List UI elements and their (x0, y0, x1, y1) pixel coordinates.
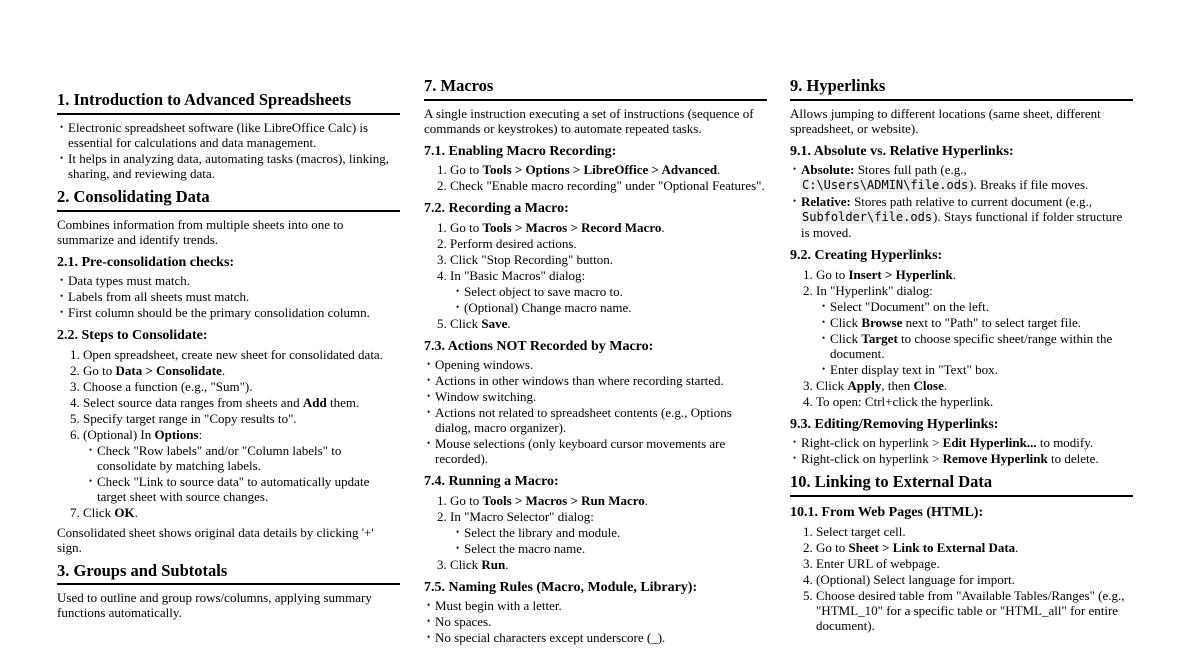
text-run: Opening windows. (435, 357, 534, 373)
text-run: Click (450, 556, 482, 572)
list-item (450, 220, 767, 235)
text-run: ). Breaks if file moves. (969, 177, 1089, 193)
subsection-heading: 10.1. From Web Pages (HTML): (790, 505, 984, 521)
list-item (450, 268, 767, 315)
subsection-heading: 7.5. Naming Rules (Macro, Module, Library): (424, 579, 698, 595)
numbered-list (424, 162, 767, 193)
paragraph (57, 525, 400, 555)
text-run: Allows jumping to different locations (same sheet, different spreadsheet, or website). (790, 105, 1101, 136)
text-run: No special characters except underscore (_). (435, 630, 666, 646)
list-item (435, 598, 767, 613)
text-run: . (505, 556, 509, 572)
text-run: It helps in analyzing data, automating tasks (macros), linking, sharing, and reviewing data. (68, 150, 389, 181)
text-run: Select source data ranges from sheets and (83, 394, 303, 410)
subsection-heading: 7.2. Recording a Macro: (424, 201, 569, 217)
text-run: Select object to save macro to. (464, 283, 623, 299)
list-item (816, 572, 1133, 587)
bold-text: Close (913, 377, 944, 393)
list-item (801, 194, 1133, 240)
section-heading: 9. Hyperlinks (790, 76, 1133, 101)
text-run: Enter URL of webpage. (816, 555, 940, 571)
text-run: to delete. (1047, 451, 1099, 467)
list-item (450, 557, 767, 572)
sub-list-item (97, 443, 400, 473)
list-item (68, 305, 400, 320)
text-run: To open: Ctrl+click the hyperlink. (816, 393, 994, 409)
numbered-list (424, 493, 767, 572)
text-run: Right-click on hyperlink > (801, 451, 943, 467)
text-run: First column should be the primary consolidation column. (68, 305, 370, 321)
column-2 (424, 76, 767, 650)
text-run: Select "Document" on the left. (830, 298, 989, 314)
text-run: In "Basic Macros" dialog: (450, 267, 586, 283)
paragraph (57, 590, 400, 620)
text-run: Check "Link to source data" to automatically update target sheet with source changes. (97, 473, 370, 504)
paragraph (57, 217, 400, 247)
sub-list-item (830, 362, 1133, 377)
list-item (816, 588, 1133, 633)
sub-bullet-list (83, 443, 400, 504)
list-item (801, 435, 1133, 450)
list-item (801, 451, 1133, 466)
list-item (816, 556, 1133, 571)
sub-list-item (97, 474, 400, 504)
list-item (816, 540, 1133, 555)
list-item (816, 378, 1133, 393)
bold-text: Data > Consolidate (115, 362, 222, 378)
subsection-heading: 9.1. Absolute vs. Relative Hyperlinks: (790, 143, 1014, 159)
list-item (68, 120, 400, 150)
sub-bullet-list (816, 299, 1133, 377)
bold-text: Apply (847, 377, 882, 393)
text-run: Click "Stop Recording" button. (450, 251, 613, 267)
list-item (816, 283, 1133, 377)
text-run: ). Stays functional if folder structure is moved. (801, 209, 1123, 241)
bullet-list (57, 120, 400, 181)
text-run: . (1015, 539, 1019, 555)
list-item (816, 394, 1133, 409)
bold-text: Run (481, 556, 506, 572)
column-1 (57, 90, 400, 625)
list-item (435, 614, 767, 629)
text-run: Right-click on hyperlink > (801, 435, 943, 451)
bullet-list (424, 357, 767, 466)
text-run: Click (830, 314, 862, 330)
list-item (801, 162, 1133, 193)
text-run: . (221, 362, 226, 378)
subsection-heading: 7.1. Enabling Macro Recording: (424, 143, 617, 159)
text-run: Electronic spreadsheet software (like LibreOffice Calc) is essential for calculations and data management. (68, 119, 369, 150)
text-run: Select target cell. (816, 523, 906, 539)
list-item (83, 395, 400, 410)
text-run: Check "Enable macro recording" under "Optional Features". (450, 178, 765, 194)
text-run: them. (326, 394, 360, 410)
list-item (450, 178, 767, 193)
text-run: Mouse selections (only keyboard cursor movements are recorded). (435, 436, 726, 467)
list-item (435, 389, 767, 404)
sub-list-item (830, 299, 1133, 314)
text-run: In "Hyperlink" dialog: (816, 282, 933, 298)
bold-text: Sheet > Link to External Data (848, 539, 1016, 555)
text-run: . (952, 266, 956, 282)
list-item (83, 505, 400, 520)
sub-list-item (830, 331, 1133, 361)
bullet-list (790, 435, 1133, 466)
text-run: Go to (83, 362, 116, 378)
text-run: Click (816, 377, 848, 393)
bullet-list (57, 273, 400, 320)
bold-text: Options (154, 426, 199, 442)
bold-text: Absolute: (801, 162, 855, 178)
text-run: Perform desired actions. (450, 235, 577, 251)
text-run: Go to (450, 219, 483, 235)
text-run: . (644, 492, 649, 508)
text-run: . (661, 219, 665, 235)
text-run: Check "Row labels" and/or "Column labels" to consolidate by matching labels. (97, 442, 342, 473)
list-item (450, 509, 767, 556)
bold-text: Add (302, 394, 327, 410)
bullet-list (790, 162, 1133, 240)
text-run: Choose desired table from "Available Tables/Ranges" (e.g., "HTML_10" for a specific table or "HTML_all" for entire document). (816, 587, 1125, 633)
text-run: . (134, 504, 138, 520)
text-run: Go to (450, 492, 483, 508)
text-run: Actions in other windows than where recording started. (435, 373, 724, 389)
bold-text: Insert > Hyperlink (848, 266, 953, 282)
bold-text: Browse (861, 314, 903, 330)
text-run: Labels from all sheets must match. (68, 289, 250, 305)
text-run: : (198, 426, 203, 442)
list-item (816, 267, 1133, 282)
text-run: Used to outline and group rows/columns, applying summary functions automatically. (57, 590, 372, 621)
text-run: . (943, 377, 948, 393)
text-run: Click (450, 315, 482, 331)
numbered-list (424, 220, 767, 331)
bold-text: Save (481, 315, 508, 331)
text-run: Select the macro name. (464, 540, 586, 556)
bold-text: Tools > Macros > Record Macro (482, 219, 662, 235)
code-span: C:\Users\ADMIN\file.ods (802, 178, 969, 193)
text-run: Combines information from multiple sheets into one to summarize and identify trends. (57, 216, 344, 247)
list-item (83, 411, 400, 426)
list-item (450, 316, 767, 331)
text-run: (Optional) Change macro name. (464, 299, 632, 315)
code-span: Subfolder\file.ods (802, 210, 933, 225)
text-run: Select the library and module. (464, 524, 621, 540)
text-run: Stores path relative to current document (e.g., (850, 194, 1092, 210)
text-run: Must begin with a letter. (435, 598, 562, 614)
bold-text: Edit Hyperlink... (942, 435, 1037, 451)
list-item (68, 273, 400, 288)
sub-list-item (464, 284, 767, 299)
list-item (435, 436, 767, 466)
section-heading: 1. Introduction to Advanced Spreadsheets (57, 90, 400, 115)
text-run: Go to (450, 162, 483, 178)
text-run: Specify target range in "Copy results to". (83, 410, 297, 426)
list-item (83, 379, 400, 394)
sub-list-item (464, 525, 767, 540)
bold-text: Relative: (801, 194, 851, 210)
bold-text: OK (114, 504, 135, 520)
list-item (816, 524, 1133, 539)
section-heading: 2. Consolidating Data (57, 187, 400, 212)
text-run: Actions not related to spreadsheet contents (e.g., Options dialog, macro organizer). (435, 405, 732, 436)
text-run: Stores full path (e.g., (854, 162, 967, 178)
paragraph (790, 106, 1133, 136)
sub-list-item (464, 541, 767, 556)
numbered-list (57, 347, 400, 520)
text-run: In "Macro Selector" dialog: (450, 508, 594, 524)
list-item (435, 373, 767, 388)
paragraph (424, 106, 767, 136)
text-run: to modify. (1036, 435, 1094, 451)
section-heading: 10. Linking to External Data (790, 472, 1133, 497)
text-run: Go to (816, 266, 849, 282)
subsection-heading: 2.2. Steps to Consolidate: (57, 328, 208, 344)
text-run: (Optional) In (83, 426, 155, 442)
bullet-list (424, 598, 767, 645)
text-run: No spaces. (435, 614, 492, 630)
list-item (435, 630, 767, 645)
list-item (435, 405, 767, 435)
column-3 (790, 76, 1133, 638)
text-run: Consolidated sheet shows original data details by clicking '+' sign. (57, 524, 374, 555)
list-item (450, 493, 767, 508)
section-heading: 3. Groups and Subtotals (57, 561, 400, 586)
list-item (83, 363, 400, 378)
sub-list-item (830, 315, 1133, 330)
numbered-list (790, 524, 1133, 633)
section-heading: 7. Macros (424, 76, 767, 101)
text-run: Click (830, 330, 862, 346)
subsection-heading: 7.4. Running a Macro: (424, 474, 559, 490)
subsection-heading: 9.2. Creating Hyperlinks: (790, 248, 943, 264)
bold-text: Target (861, 330, 898, 346)
list-item (450, 236, 767, 251)
text-run: . (507, 315, 511, 331)
subsection-heading: 2.1. Pre-consolidation checks: (57, 254, 235, 270)
text-run: Click (83, 504, 115, 520)
text-run: Window switching. (435, 389, 537, 405)
text-run: Choose a function (e.g., "Sum"). (83, 378, 253, 394)
text-run: Open spreadsheet, create new sheet for consolidated data. (83, 346, 383, 362)
text-run: Go to (816, 539, 849, 555)
text-run: to choose specific sheet/range within the document. (830, 330, 1113, 361)
bold-text: Tools > Macros > Run Macro (482, 492, 645, 508)
text-run: , then (881, 377, 914, 393)
text-run: . (717, 162, 721, 178)
numbered-list (790, 267, 1133, 409)
text-run: Data types must match. (68, 273, 191, 289)
list-item (83, 347, 400, 362)
bold-text: Remove Hyperlink (942, 451, 1048, 467)
list-item (435, 357, 767, 372)
list-item (68, 289, 400, 304)
text-run: A single instruction executing a set of instructions (sequence of commands or keystrokes) to automate repeated tasks. (424, 105, 754, 136)
sub-bullet-list (450, 525, 767, 556)
bold-text: Tools > Options > LibreOffice > Advanced (482, 162, 718, 178)
subsection-heading: 9.3. Editing/Removing Hyperlinks: (790, 416, 999, 432)
text-run: (Optional) Select language for import. (816, 571, 1015, 587)
sub-bullet-list (450, 284, 767, 315)
sub-list-item (464, 300, 767, 315)
list-item (450, 252, 767, 267)
list-item (83, 427, 400, 504)
text-run: next to "Path" to select target file. (902, 314, 1081, 330)
text-run: Enter display text in "Text" box. (830, 361, 998, 377)
list-item (450, 162, 767, 177)
subsection-heading: 7.3. Actions NOT Recorded by Macro: (424, 338, 654, 354)
list-item (68, 151, 400, 181)
